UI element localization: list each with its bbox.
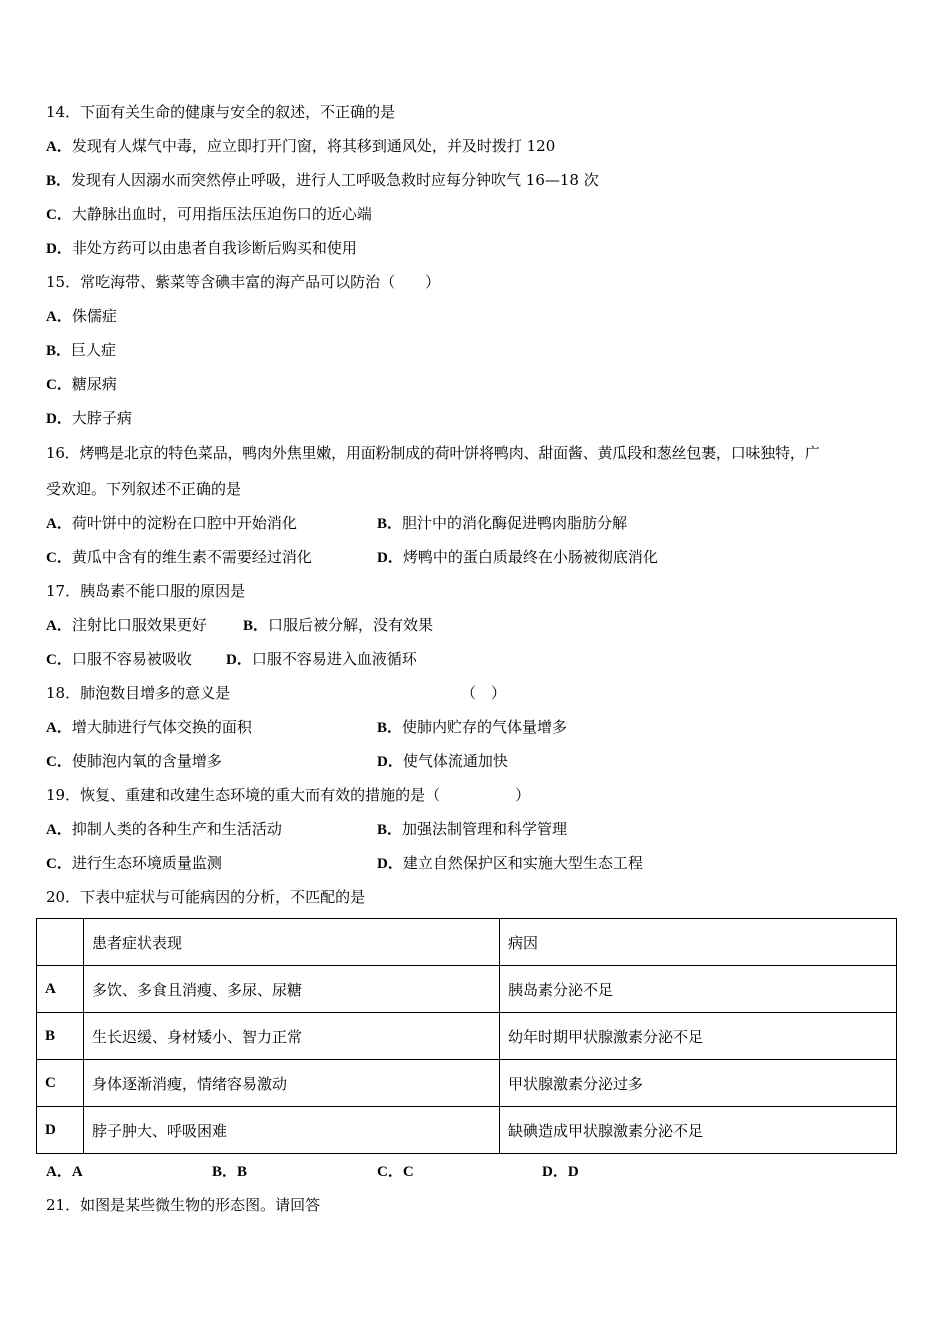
q16-stem-line2: 受欢迎。下列叙述不正确的是: [46, 480, 242, 498]
option-label: D．: [46, 411, 72, 427]
table-cell: 幼年时期甲状腺激素分泌不足: [500, 1013, 897, 1060]
table-cell: C: [37, 1060, 84, 1107]
option-label: C．: [46, 652, 72, 668]
option-label: A．: [46, 516, 72, 532]
option-text: 进行生态环境质量监测: [71, 854, 222, 872]
option-text: 烤鸭中的蛋白质最终在小肠被彻底消化: [402, 548, 658, 566]
option-text: 糖尿病: [71, 375, 117, 393]
option-text: 抑制人类的各种生产和生活活动: [71, 820, 282, 838]
option-text: 加强法制管理和科学管理: [402, 820, 568, 838]
table-header-cell: 患者症状表现: [84, 919, 500, 966]
q19-stem: 19．恢复、重建和改建生态环境的重大而有效的措施的是（ ）: [46, 786, 531, 804]
option-label: A．: [46, 720, 72, 736]
table-cell: 脖子肿大、呼吸困难: [84, 1107, 500, 1154]
option-text: A: [71, 1164, 83, 1180]
option-text: 大脖子病: [71, 409, 132, 427]
table-row: [37, 966, 897, 1013]
option-label: D．: [46, 241, 72, 257]
q16-option-b: [377, 513, 627, 534]
option-text: C: [402, 1164, 414, 1180]
q19-option-d: [377, 853, 643, 874]
q16-option-c: [46, 547, 312, 568]
q17-option-c: [46, 649, 192, 670]
option-label: C．: [46, 377, 72, 393]
q20-option-c: [377, 1161, 414, 1182]
q19-option-b: [377, 819, 567, 840]
option-label: C．: [46, 550, 72, 566]
option-text: 使肺泡内氧的含量增多: [71, 752, 222, 770]
option-text: 使肺内贮存的气体量增多: [402, 718, 568, 736]
option-label: A．: [46, 822, 72, 838]
q17-option-d: [226, 649, 417, 670]
q20-symptom-table: [36, 918, 897, 1154]
q18-option-b: [377, 717, 567, 738]
option-text: 使气体流通加快: [402, 752, 508, 770]
option-label: B．: [377, 720, 403, 736]
q20-option-d: [542, 1161, 579, 1182]
table-cell: 胰岛素分泌不足: [500, 966, 897, 1013]
q15-option-b: [46, 340, 116, 361]
table-row: [37, 1013, 897, 1060]
q15-option-a: [46, 306, 117, 327]
q21-stem: 21．如图是某些微生物的形态图。请回答: [46, 1196, 321, 1214]
q15-option-c: [46, 374, 117, 395]
table-cell: 多饮、多食且消瘦、多尿、尿糖: [84, 966, 500, 1013]
table-cell: B: [37, 1013, 84, 1060]
option-text: 发现有人因溺水而突然停止呼吸，进行人工呼吸急救时应每分钟吹气 16—18 次: [71, 171, 599, 189]
option-label: B．: [46, 343, 72, 359]
q20-stem: 20．下表中症状与可能病因的分析，不匹配的是: [46, 888, 366, 906]
option-text: 口服后被分解，没有效果: [268, 616, 434, 634]
q19-option-c: [46, 853, 222, 874]
option-label: D．: [542, 1164, 568, 1180]
option-label: A．: [46, 309, 72, 325]
q18-answer-paren: （ ）: [461, 684, 507, 702]
q20-option-a: [46, 1161, 83, 1182]
option-label: A．: [46, 618, 72, 634]
option-label: C．: [46, 754, 72, 770]
q16-option-a: [46, 513, 297, 534]
q18-option-c: [46, 751, 222, 772]
option-label: B．: [377, 516, 403, 532]
option-label: D．: [226, 652, 252, 668]
option-text: 建立自然保护区和实施大型生态工程: [402, 854, 643, 872]
option-label: D．: [377, 856, 403, 872]
option-text: 注射比口服效果更好: [71, 616, 207, 634]
q16-stem-line1: 16．烤鸭是北京的特色菜品，鸭肉外焦里嫩，用面粉制成的荷叶饼将鸭肉、甜面酱、黄瓜段和葱丝包裹，口味独特，广: [46, 444, 820, 462]
option-text: 口服不容易进入血液循环: [251, 650, 417, 668]
q15-option-d: [46, 408, 132, 429]
q19-option-a: [46, 819, 282, 840]
option-label: D．: [377, 754, 403, 770]
q15-stem: 15．常吃海带、紫菜等含碘丰富的海产品可以防治（ ）: [46, 273, 441, 291]
option-text: 发现有人煤气中毒，应立即打开门窗，将其移到通风处，并及时拨打 120: [71, 137, 556, 155]
q16-option-d: [377, 547, 658, 568]
q17-option-b: [243, 615, 433, 636]
q18-option-a: [46, 717, 252, 738]
option-label: A．: [46, 139, 72, 155]
table-cell: 缺碘造成甲状腺激素分泌不足: [500, 1107, 897, 1154]
q14-stem: 14．下面有关生命的健康与安全的叙述，不正确的是: [46, 103, 396, 121]
option-text: D: [567, 1164, 579, 1180]
option-label: C．: [377, 1164, 403, 1180]
table-row: [37, 1060, 897, 1107]
option-text: 胆汁中的消化酶促进鸭肉脂肪分解: [402, 514, 628, 532]
option-label: D．: [377, 550, 403, 566]
q17-stem: 17．胰岛素不能口服的原因是: [46, 582, 246, 600]
q20-option-b: [212, 1161, 247, 1182]
table-cell: 生长迟缓、身材矮小、智力正常: [84, 1013, 500, 1060]
table-cell: A: [37, 966, 84, 1013]
table-cell: 身体逐渐消瘦，情绪容易激动: [84, 1060, 500, 1107]
option-text: 巨人症: [71, 341, 117, 359]
option-label: B．: [243, 618, 269, 634]
q14-option-b: [46, 170, 599, 191]
option-label: B．: [46, 173, 72, 189]
q18-option-d: [377, 751, 508, 772]
option-text: 大静脉出血时，可用指压法压迫伤口的近心端: [71, 205, 372, 223]
option-text: B: [237, 1164, 248, 1180]
option-text: 增大肺进行气体交换的面积: [71, 718, 252, 736]
option-label: B．: [377, 822, 403, 838]
q14-option-a: [46, 136, 555, 157]
table-header-cell: 病因: [500, 919, 897, 966]
table-cell: D: [37, 1107, 84, 1154]
option-text: 侏儒症: [71, 307, 117, 325]
option-text: 荷叶饼中的淀粉在口腔中开始消化: [71, 514, 297, 532]
q17-option-a: [46, 615, 207, 636]
option-label: A．: [46, 1164, 72, 1180]
table-header-cell: [37, 919, 84, 966]
option-label: C．: [46, 856, 72, 872]
option-text: 非处方药可以由患者自我诊断后购买和使用: [71, 239, 357, 257]
q14-option-d: [46, 238, 357, 259]
q14-option-c: [46, 204, 372, 225]
table-header-row: [37, 919, 897, 966]
option-text: 黄瓜中含有的维生素不需要经过消化: [71, 548, 312, 566]
q18-stem: 18．肺泡数目增多的意义是: [46, 684, 231, 702]
table-row: [37, 1107, 897, 1154]
table-cell: 甲状腺激素分泌过多: [500, 1060, 897, 1107]
option-label: B．: [212, 1164, 238, 1180]
option-text: 口服不容易被吸收: [71, 650, 192, 668]
option-label: C．: [46, 207, 72, 223]
